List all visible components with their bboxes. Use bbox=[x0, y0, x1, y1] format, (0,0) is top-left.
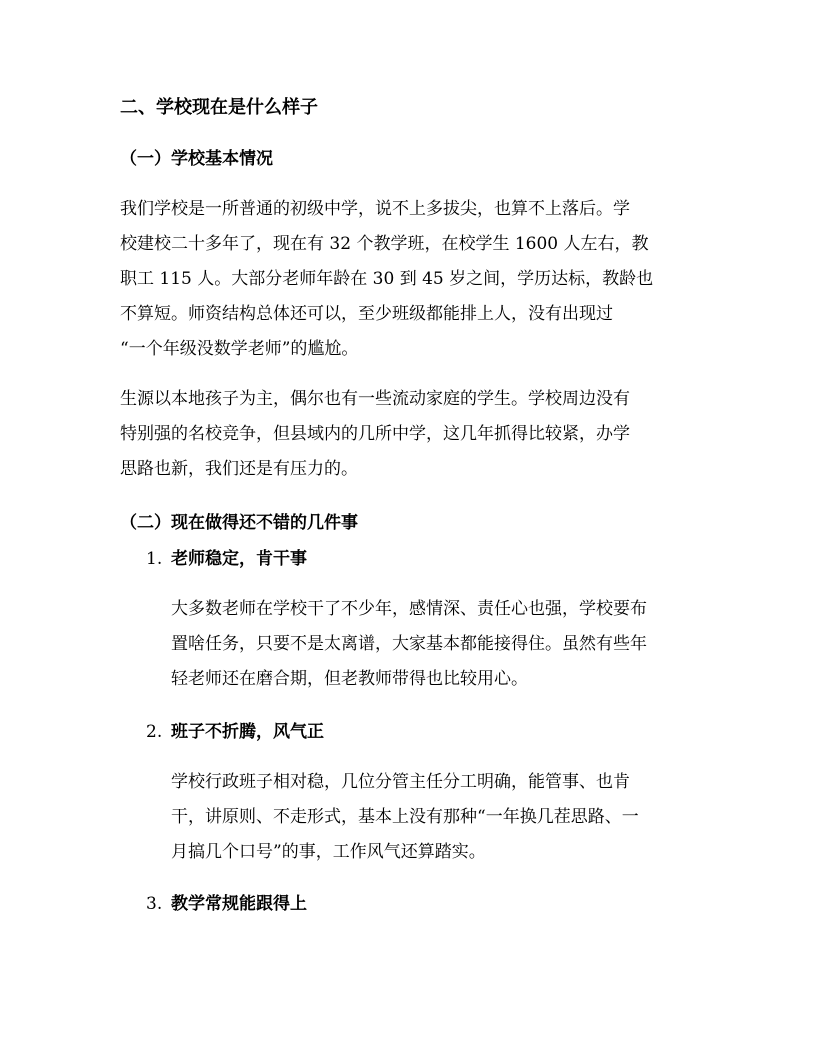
paragraph-line: 生源以本地孩子为主，偶尔也有一些流动家庭的学生。学校周边没有 bbox=[120, 389, 630, 409]
paragraph-line: 特别强的名校竞争，但县域内的几所中学，这几年抓得比较紧，办学 bbox=[120, 424, 630, 444]
list-item-body bbox=[171, 592, 647, 697]
paragraph-line: 不算短。师资结构总体还可以，至少班级都能排上人，没有出现过 bbox=[120, 304, 613, 324]
paragraph-line: 学校行政班子相对稳，几位分管主任分工明确，能管事、也肯 bbox=[171, 772, 630, 792]
subsection-title-strengths: （二）现在做得还不错的几件事 bbox=[120, 513, 358, 533]
list-item-title: 老师稳定，肯干事 bbox=[171, 549, 307, 569]
list-item-number: 3. bbox=[146, 894, 163, 914]
paragraph-line: 置啥任务，只要不是太离谱，大家基本都能接得住。虽然有些年 bbox=[171, 634, 647, 654]
paragraph-student-source bbox=[120, 382, 630, 487]
subsection-title-basic-info: （一）学校基本情况 bbox=[120, 149, 273, 169]
section-title: 二、学校现在是什么样子 bbox=[120, 97, 318, 118]
list-item-title: 班子不折腾，风气正 bbox=[171, 722, 324, 742]
paragraph-line: 思路也新，我们还是有压力的。 bbox=[120, 459, 358, 479]
list-item-title: 教学常规能跟得上 bbox=[171, 894, 307, 914]
paragraph-line: 轻老师还在磨合期，但老教师带得也比较用心。 bbox=[171, 669, 528, 689]
paragraph-line: 校建校二十多年了，现在有 32 个教学班，在校学生 1600 人左右，教 bbox=[120, 234, 649, 254]
list-item-body bbox=[171, 765, 639, 870]
list-item-number: 1. bbox=[146, 549, 163, 569]
paragraph-line: “一个年级没数学老师”的尴尬。 bbox=[120, 339, 359, 359]
paragraph-basic-info bbox=[120, 192, 653, 367]
paragraph-line: 我们学校是一所普通的初级中学，说不上多拔尖，也算不上落后。学 bbox=[120, 199, 630, 219]
paragraph-line: 大多数老师在学校干了不少年，感情深、责任心也强，学校要布 bbox=[171, 599, 647, 619]
paragraph-line: 干，讲原则、不走形式，基本上没有那种“一年换几茬思路、一 bbox=[171, 807, 639, 827]
paragraph-line: 月搞几个口号”的事，工作风气还算踏实。 bbox=[171, 842, 486, 862]
paragraph-line: 职工 115 人。大部分老师年龄在 30 到 45 岁之间，学历达标，教龄也 bbox=[120, 269, 654, 289]
list-item-number: 2. bbox=[146, 722, 163, 742]
